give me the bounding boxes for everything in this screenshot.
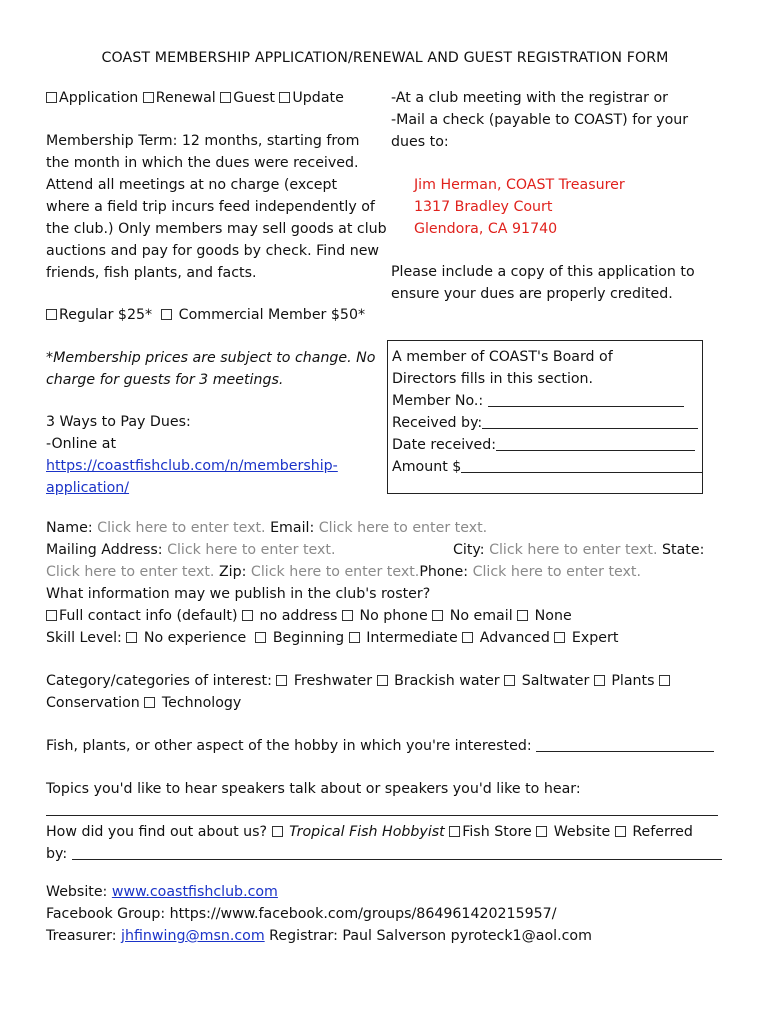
topics-input[interactable] (46, 815, 718, 816)
referred-by-row: by: (46, 843, 722, 865)
checkbox[interactable] (255, 632, 266, 643)
checkbox[interactable] (276, 675, 287, 686)
member-no-input[interactable] (488, 392, 684, 407)
include-note: ensure your dues are properly credited. (391, 286, 673, 302)
date-received-field: Date received: (392, 434, 698, 456)
option-renewal: Renewal (155, 90, 216, 106)
checkbox[interactable] (342, 610, 353, 621)
city-input[interactable]: Click here to enter text. (489, 542, 658, 558)
term-line: Attend all meetings at no charge (except (46, 177, 338, 193)
checkbox[interactable] (242, 610, 253, 621)
facebook-row: Facebook Group: https://www.facebook.com/groups/864961420215957/ (46, 906, 557, 922)
checkbox[interactable] (615, 826, 626, 837)
type-options (46, 87, 344, 109)
option-guest: Guest (233, 90, 275, 106)
checkbox[interactable] (161, 309, 172, 320)
checkbox[interactable] (432, 610, 443, 621)
roster-options: Full contact info (default) no address No phone No email None (46, 605, 572, 627)
pay-heading: 3 Ways to Pay Dues: (46, 414, 191, 430)
checkbox[interactable] (517, 610, 528, 621)
checkbox[interactable] (46, 610, 57, 621)
category-row: Category/categories of interest: Freshwater Brackish water Saltwater Plants (46, 670, 672, 692)
option-regular: Regular $25* (59, 307, 153, 323)
board-note: A member of COAST's Board of (392, 349, 613, 365)
website-row: Website: www.coastfishclub.com (46, 884, 278, 900)
checkbox[interactable] (272, 826, 283, 837)
roster-question: What information may we publish in the club's roster? (46, 586, 431, 602)
treasurer-address: Glendora, CA 91740 (414, 221, 558, 237)
city-state-row: City: Click here to enter text. State: (453, 542, 705, 558)
checkbox[interactable] (126, 632, 137, 643)
pay-mail: -Mail a check (payable to COAST) for your (391, 112, 689, 128)
pay-online: -Online at (46, 436, 117, 452)
checkbox[interactable] (594, 675, 605, 686)
state-input[interactable]: Click here to enter text. (46, 564, 215, 580)
board-section (387, 340, 703, 494)
option-update: Update (292, 90, 344, 106)
treasurer-address: Jim Herman, COAST Treasurer (414, 177, 625, 193)
checkbox[interactable] (462, 632, 473, 643)
checkbox[interactable] (504, 675, 515, 686)
mailing-address-input[interactable]: Click here to enter text. (167, 542, 336, 558)
board-note: Directors fills in this section. (392, 371, 594, 387)
term-line: the club.) Only members may sell goods at club (46, 221, 387, 237)
treasurer-email-link[interactable]: jhfinwing@msn.com (121, 928, 265, 944)
fish-question: Fish, plants, or other aspect of the hobby in which you're interested: (46, 735, 714, 757)
checkbox[interactable] (220, 92, 231, 103)
name-input[interactable]: Click here to enter text. (97, 520, 266, 536)
membership-options (46, 304, 365, 326)
checkbox[interactable] (659, 675, 670, 686)
option-commercial: Commercial Member $50* (178, 307, 366, 323)
term-line: where a field trip incurs feed independently of (46, 199, 375, 215)
mailing-row: Mailing Address: Click here to enter text. (46, 542, 336, 558)
term-line: Membership Term: 12 months, starting from (46, 133, 360, 149)
fish-interest-input[interactable] (536, 737, 714, 752)
skill-row: Skill Level: No experience Beginning Intermediate Advanced Expert (46, 630, 619, 646)
referred-by-input[interactable] (72, 845, 722, 860)
zip-input[interactable]: Click here to enter text. (250, 564, 420, 580)
option-application: Application (59, 90, 139, 106)
checkbox[interactable] (349, 632, 360, 643)
name-email-row: Name: Click here to enter text. Email: Click here to enter text. (46, 520, 488, 536)
state-zip-phone-row: Click here to enter text. Zip: Click here to enter text.Phone: Click here to enter text. (46, 564, 641, 580)
checkbox[interactable] (143, 92, 154, 103)
category-row-2: Conservation Technology (46, 695, 242, 711)
pay-meeting: -At a club meeting with the registrar or (391, 90, 669, 106)
price-note: charge for guests for 3 meetings. (46, 372, 284, 388)
find-out-row: How did you find out about us? Tropical Fish Hobbyist Fish Store Website Referred (46, 824, 693, 840)
email-input[interactable]: Click here to enter text. (318, 520, 488, 536)
contacts-row: Treasurer: jhfinwing@msn.com Registrar: Paul Salverson pyroteck1@aol.com (46, 928, 592, 944)
pay-mail: dues to: (391, 134, 449, 150)
treasurer-address: 1317 Bradley Court (414, 199, 553, 215)
website-link[interactable]: www.coastfishclub.com (111, 884, 278, 900)
membership-link[interactable]: https://coastfishclub.com/n/membership- (46, 458, 338, 474)
checkbox[interactable] (554, 632, 565, 643)
topics-question: Topics you'd like to hear speakers talk about or speakers you'd like to hear: (46, 781, 581, 797)
term-line: the month in which the dues were received. (46, 155, 359, 171)
checkbox[interactable] (144, 697, 155, 708)
checkbox[interactable] (279, 92, 290, 103)
price-note: *Membership prices are subject to change. No (46, 350, 376, 366)
term-line: auctions and pay for goods by check. Find new (46, 243, 380, 259)
membership-link[interactable]: application/ (46, 480, 130, 496)
amount-field: Amount $ (392, 456, 698, 478)
checkbox[interactable] (46, 92, 57, 103)
term-line: friends, fish plants, and facts. (46, 265, 257, 281)
checkbox[interactable] (536, 826, 547, 837)
received-by-field: Received by: (392, 412, 698, 434)
form-title: COAST MEMBERSHIP APPLICATION/RENEWAL AND GUEST REGISTRATION FORM (101, 50, 669, 66)
date-received-input[interactable] (496, 436, 695, 451)
checkbox[interactable] (449, 826, 460, 837)
checkbox[interactable] (377, 675, 388, 686)
checkbox[interactable] (46, 309, 57, 320)
include-note: Please include a copy of this application to (391, 264, 695, 280)
member-no-field: Member No.: (392, 390, 698, 412)
received-by-input[interactable] (482, 414, 698, 429)
phone-input[interactable]: Click here to enter text. (472, 564, 641, 580)
amount-input[interactable] (461, 458, 703, 473)
